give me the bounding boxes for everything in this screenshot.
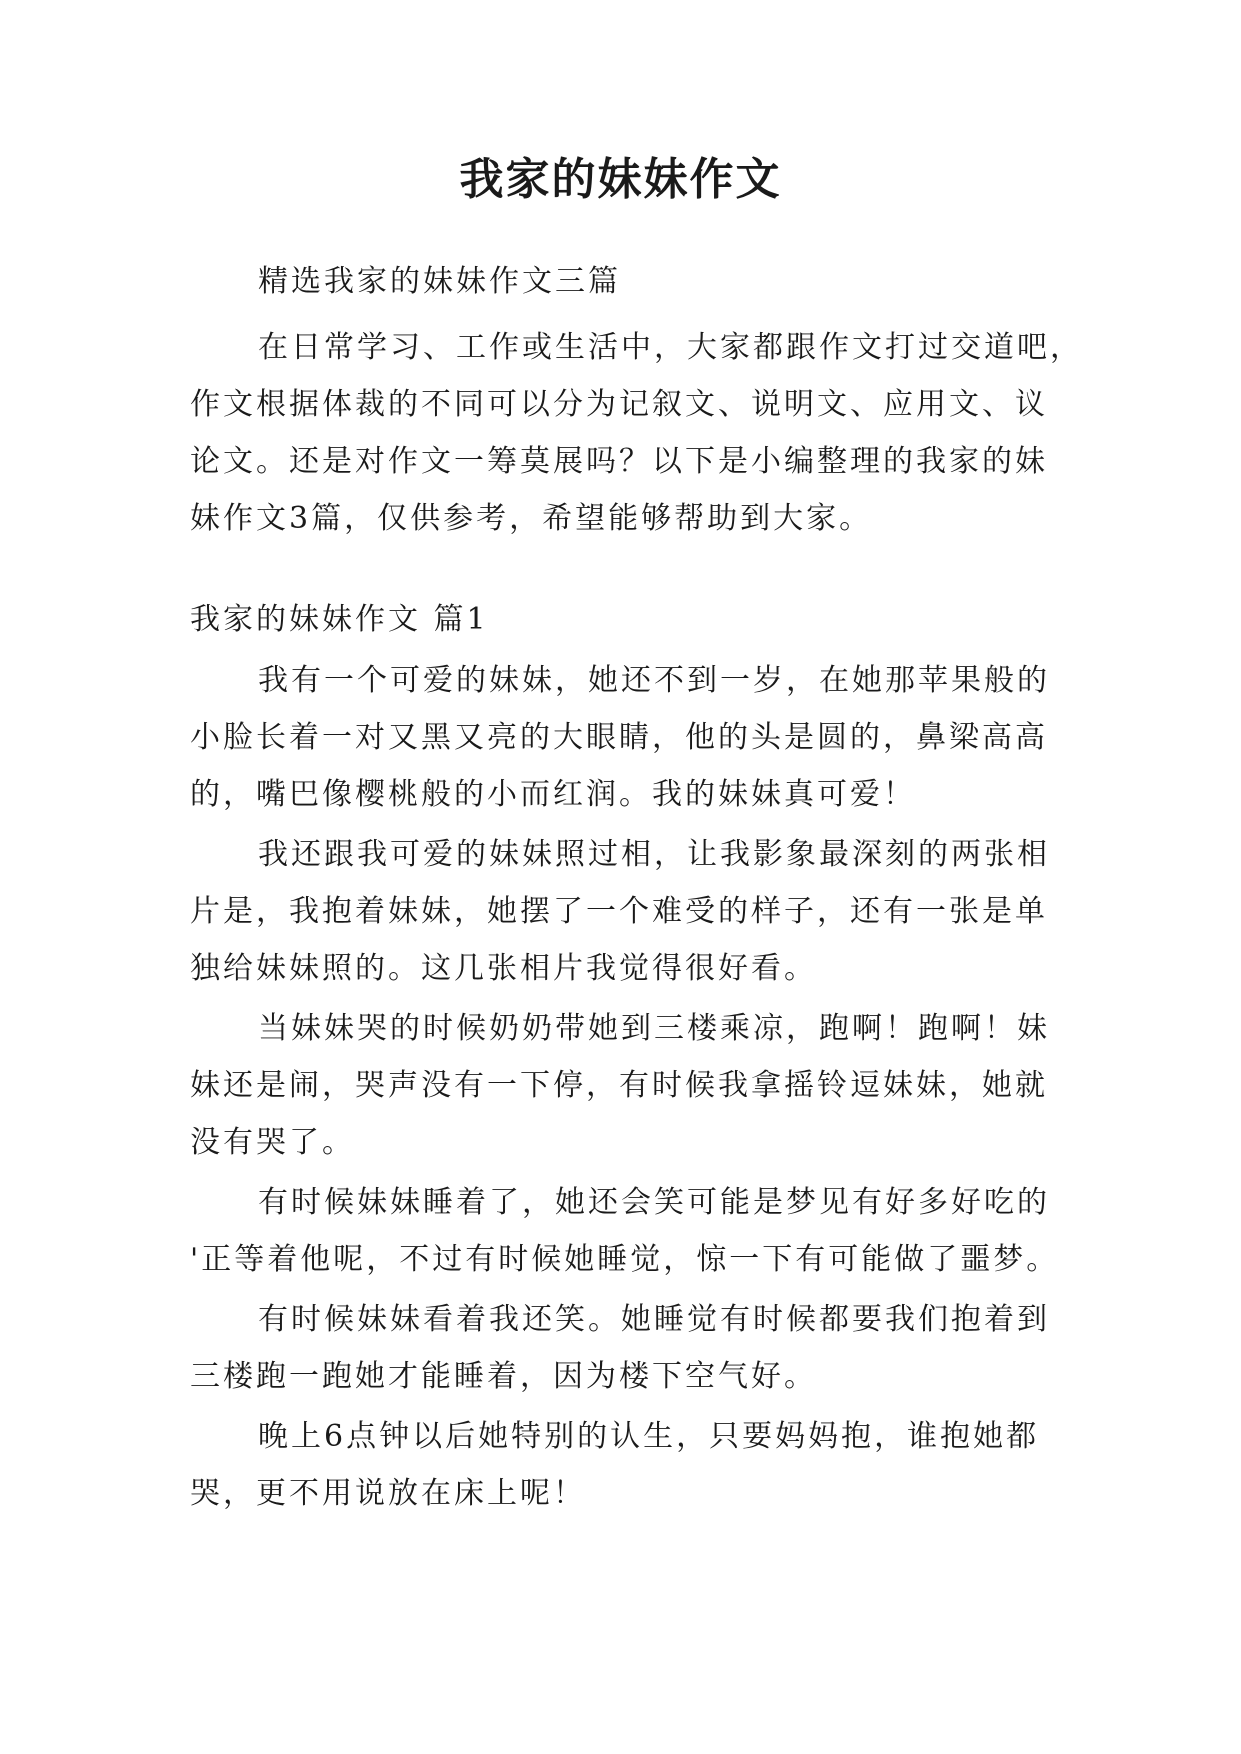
paragraph-line: 没有哭了。 bbox=[190, 1125, 355, 1160]
paragraph-line: 有时候妹妹看着我还笑。她睡觉有时候都要我们抱着到 bbox=[258, 1302, 1050, 1337]
paragraph-line: 作文根据体裁的不同可以分为记叙文、说明文、应用文、议 bbox=[190, 387, 1048, 422]
paragraph-line: 当妹妹哭的时候奶奶带她到三楼乘凉，跑啊！跑啊！妹 bbox=[258, 1011, 1050, 1046]
paragraph-line: 论文。还是对作文一筹莫展吗？以下是小编整理的我家的妹 bbox=[190, 444, 1048, 479]
paragraph-line: 在日常学习、工作或生活中，大家都跟作文打过交道吧， bbox=[258, 330, 1083, 365]
paragraph-line: 小脸长着一对又黑又亮的大眼睛，他的头是圆的，鼻梁高高 bbox=[190, 720, 1048, 755]
paragraph-line: 妹还是闹，哭声没有一下停，有时候我拿摇铃逗妹妹，她就 bbox=[190, 1068, 1048, 1103]
paragraph-line: 有时候妹妹睡着了，她还会笑可能是梦见有好多好吃的 bbox=[258, 1185, 1050, 1220]
document-title: 我家的妹妹作文 bbox=[459, 154, 782, 205]
paragraph-line: 我还跟我可爱的妹妹照过相，让我影象最深刻的两张相 bbox=[258, 837, 1050, 872]
section-heading: 我家的妹妹作文 篇1 bbox=[190, 602, 489, 637]
paragraph-line: 晚上6点钟以后她特别的认生，只要妈妈抱，谁抱她都 bbox=[258, 1419, 1040, 1454]
paragraph-line: 我有一个可爱的妹妹，她还不到一岁，在她那苹果般的 bbox=[258, 663, 1050, 698]
intro-heading: 精选我家的妹妹作文三篇 bbox=[258, 264, 621, 299]
paragraph-line: 的，嘴巴像樱桃般的小而红润。我的妹妹真可爱！ bbox=[190, 777, 916, 812]
paragraph-line: 哭，更不用说放在床上呢！ bbox=[190, 1476, 586, 1511]
paragraph-line: 独给妹妹照的。这几张相片我觉得很好看。 bbox=[190, 951, 817, 986]
paragraph-line: 三楼跑一跑她才能睡着，因为楼下空气好。 bbox=[190, 1359, 817, 1394]
paragraph-line: 片是，我抱着妹妹，她摆了一个难受的样子，还有一张是单 bbox=[190, 894, 1048, 929]
paragraph-line: '正等着他呢，不过有时候她睡觉，惊一下有可能做了噩梦。 bbox=[190, 1242, 1060, 1277]
paragraph-line: 妹作文3篇，仅供参考，希望能够帮助到大家。 bbox=[190, 501, 873, 536]
